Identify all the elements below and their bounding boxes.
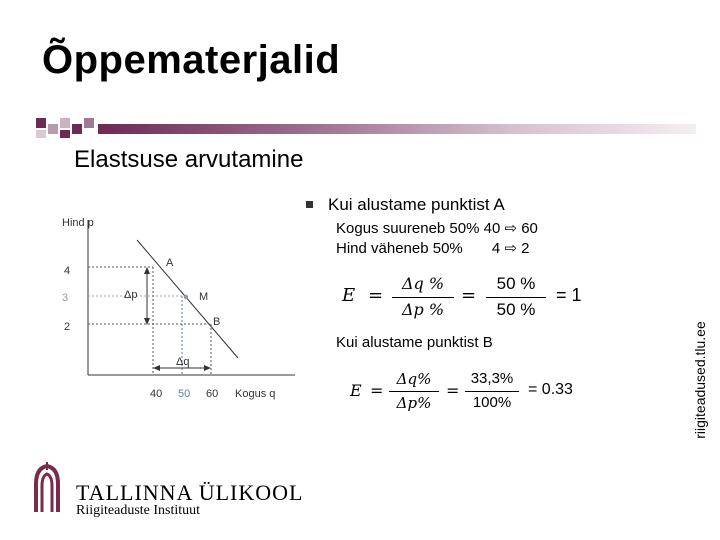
formula-a-den-val: 50 % bbox=[496, 300, 536, 319]
formula-a-lhs: E bbox=[342, 285, 356, 306]
y-axis-label: Hind p bbox=[62, 217, 94, 229]
formula-a-eq2: = bbox=[461, 285, 477, 306]
formula-a-eq1: = bbox=[368, 285, 384, 306]
university-logo-icon bbox=[28, 462, 66, 514]
formula-b-lhs: E bbox=[350, 381, 362, 400]
formula-b-eq2: = bbox=[446, 381, 460, 400]
formula-a-num-val: 50 % bbox=[496, 274, 536, 293]
section-subtitle: Elastsuse arvutamine bbox=[74, 146, 304, 173]
institute-name: Riigiteaduste Instituut bbox=[76, 503, 201, 518]
y-tick-label: 2 bbox=[64, 321, 71, 333]
formula-b-num-val: 33,3% bbox=[470, 370, 514, 387]
case-b-heading: Kui alustame punktist B bbox=[336, 334, 493, 351]
formula-a-result: = 1 bbox=[556, 285, 582, 305]
delta-q-label: Δq bbox=[176, 356, 190, 368]
side-url: riigiteadused.tlu.ee bbox=[692, 321, 708, 439]
formula-b-eq1: = bbox=[370, 381, 384, 400]
x-tick-label: 60 bbox=[206, 388, 219, 400]
delta-p-label: Δp bbox=[124, 289, 138, 301]
university-name: TALLINNA ÜLIKOOL bbox=[76, 480, 304, 505]
formula-b-result: = 0.33 bbox=[528, 381, 573, 398]
y-tick-label: 3 bbox=[62, 292, 69, 304]
formula-b-den-val: 100% bbox=[472, 394, 512, 411]
point-label-b: B bbox=[213, 316, 221, 328]
formula-b-num-sym: Δq% bbox=[396, 370, 432, 388]
formula-b-den-sym: Δp% bbox=[396, 394, 432, 412]
title-decoration bbox=[36, 118, 696, 138]
point-m bbox=[184, 295, 188, 299]
formula-a-num-sym: Δq % bbox=[401, 274, 445, 293]
demand-curve bbox=[137, 240, 238, 358]
bullet-square bbox=[306, 201, 313, 208]
point-label-m: M bbox=[199, 291, 209, 303]
x-tick-label: 40 bbox=[150, 388, 163, 400]
formula-a-den-sym: Δp % bbox=[401, 300, 445, 319]
x-tick-label: 50 bbox=[178, 388, 191, 400]
case-a-line1: Kogus suureneb 50% 40 ⇨ 60 bbox=[336, 220, 538, 237]
demand-chart bbox=[55, 210, 300, 405]
slide-title: Õppematerjalid bbox=[42, 38, 341, 82]
point-label-a: A bbox=[166, 257, 174, 269]
case-a-heading: Kui alustame punktist A bbox=[328, 195, 505, 214]
y-tick-label: 4 bbox=[64, 265, 71, 277]
case-a-line2: Hind väheneb 50% 4 ⇨ 2 bbox=[336, 240, 530, 257]
x-axis-label: Kogus q bbox=[235, 388, 276, 400]
